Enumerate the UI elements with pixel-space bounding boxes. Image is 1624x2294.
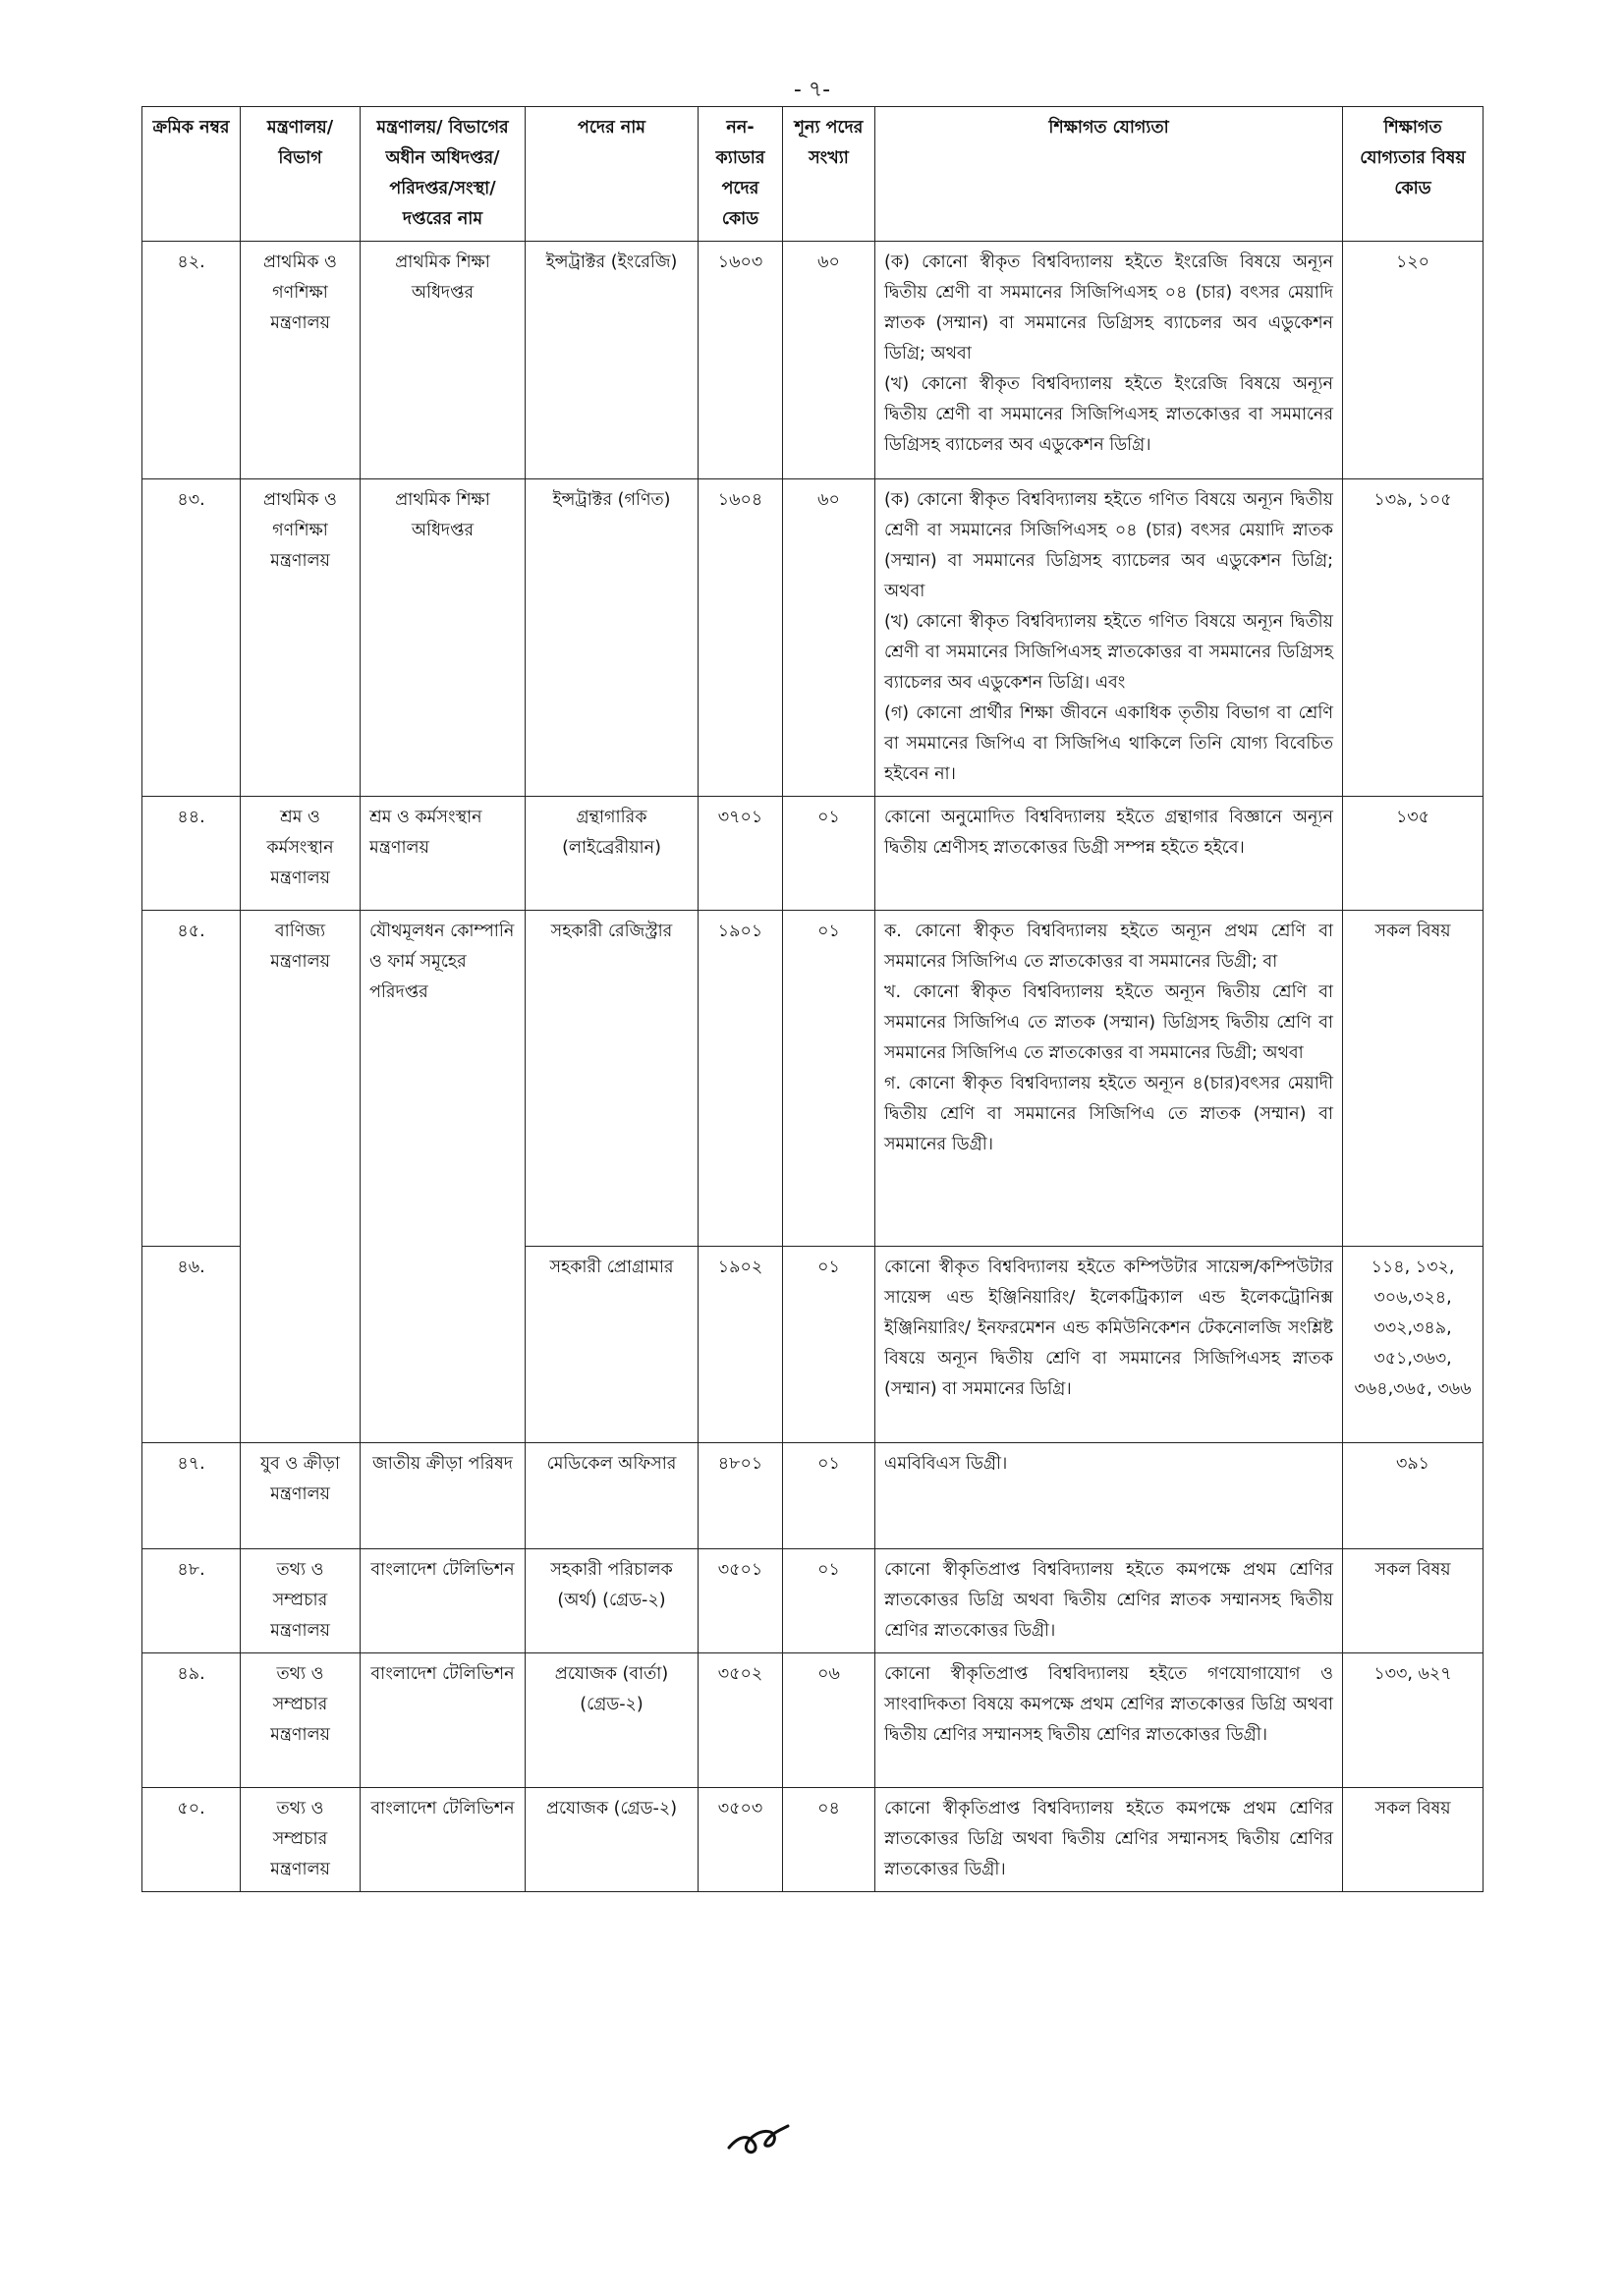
vacancies-cell: ০১ (783, 797, 875, 911)
subject-code-cell: সকল বিষয় (1343, 1788, 1484, 1892)
qualification-cell (875, 479, 1343, 797)
post-cell: মেডিকেল অফিসার (526, 1443, 699, 1549)
post-cell: প্রযোজক (বার্তা) (গ্রেড-২) (526, 1653, 699, 1788)
table-row (142, 479, 1484, 797)
office-cell: শ্রম ও কর্মসংস্থান মন্ত্রণালয় (361, 797, 526, 911)
office-cell: প্রাথমিক শিক্ষা অধিদপ্তর (361, 479, 526, 797)
serial-cell: ৪৫. (142, 911, 241, 1247)
qualification-item: (খ) কোনো স্বীকৃত বিশ্ববিদ্যালয় হইতে গণিত বিষয়ে অন্যূন দ্বিতীয় শ্রেণী বা সমমানের সিজিপিএসহ স্নাতকোত্তর বা সমমানের ডিগ্রিসহ ব্যাচেলর অব এডুকেশন ডিগ্রি। এবং (884, 612, 1333, 693)
qualification-item: (গ) কোনো প্রার্থীর শিক্ষা জীবনে একাধিক তৃতীয় বিভাগ বা শ্রেণি বা সমমানের জিপিএ বা সিজিপিএ থাকিলে তিনি যোগ্য বিবেচিত হইবেন না। (884, 703, 1333, 784)
qualification-item: কোনো স্বীকৃতিপ্রাপ্ত বিশ্ববিদ্যালয় হইতে কমপক্ষে প্রথম শ্রেণির স্নাতকোত্তর ডিগ্রি অথবা দ্বিতীয় শ্রেণির সম্মানসহ দ্বিতীয় শ্রেণির স্নাতকোত্তর ডিগ্রী। (884, 1799, 1333, 1879)
qualification-item: ক. কোনো স্বীকৃত বিশ্ববিদ্যালয় হইতে অন্যূন প্রথম শ্রেণি বা সমমানের সিজিপিএ তে স্নাতকোত্তর বা সমমানের ডিগ্রী; বা (884, 922, 1333, 972)
qualification-item: কোনো স্বীকৃতিপ্রাপ্ত বিশ্ববিদ্যালয় হইতে কমপক্ষে প্রথম শ্রেণির স্নাতকোত্তর ডিগ্রি অথবা দ্বিতীয় শ্রেণির স্নাতক সম্মানসহ দ্বিতীয় শ্রেণির স্নাতকোত্তর ডিগ্রী। (884, 1560, 1333, 1641)
office-cell: বাংলাদেশ টেলিভিশন (361, 1549, 526, 1653)
office-cell: যৌথমূলধন কোম্পানি ও ফার্ম সমূহের পরিদপ্তর (361, 911, 526, 1443)
qualification-cell (875, 242, 1343, 479)
header-smudge (860, 14, 978, 20)
qualification-cell (875, 797, 1343, 911)
header-qualification: শিক্ষাগত যোগ্যতা (875, 107, 1343, 242)
subject-code-cell: ১৩৯, ১০৫ (1343, 479, 1484, 797)
serial-cell: ৪৭. (142, 1443, 241, 1549)
vacancies-cell: ০১ (783, 1247, 875, 1443)
table-row (142, 1443, 1484, 1549)
qualification-cell (875, 1443, 1343, 1549)
page-number: - ৭- (793, 78, 831, 102)
office-cell: বাংলাদেশ টেলিভিশন (361, 1653, 526, 1788)
serial-cell: ৪৬. (142, 1247, 241, 1443)
qualification-cell (875, 1653, 1343, 1788)
subject-code-cell: ১১৪, ১৩২, ৩০৬,৩২৪, ৩৩২,৩৪৯, ৩৫১,৩৬৩, ৩৬৪,৩৬৫, ৩৬৬ (1343, 1247, 1484, 1443)
post-code-cell: ৩৫০৩ (699, 1788, 783, 1892)
qualification-item: (ক) কোনো স্বীকৃত বিশ্ববিদ্যালয় হইতে ইংরেজি বিষয়ে অন্যূন দ্বিতীয় শ্রেণী বা সমমানের সিজিপিএসহ ০৪ (চার) বৎসর মেয়াদি স্নাতক (সম্মান) বা সমমানের ডিগ্রিসহ ব্যাচেলর অব এডুকেশন ডিগ্রি; অথবা (884, 252, 1333, 364)
vacancy-table (141, 106, 1484, 1892)
ministry-cell: শ্রম ও কর্মসংস্থান মন্ত্রণালয় (241, 797, 361, 911)
post-cell: সহকারী রেজিস্ট্রার (526, 911, 699, 1247)
ministry-cell: প্রাথমিক ও গণশিক্ষা মন্ত্রণালয় (241, 242, 361, 479)
ministry-cell: তথ্য ও সম্প্রচার মন্ত্রণালয় (241, 1788, 361, 1892)
header-vacancies: শূন্য পদের সংখ্যা (783, 107, 875, 242)
qualification-cell (875, 911, 1343, 1247)
table-row (142, 1788, 1484, 1892)
serial-cell: ৫০. (142, 1788, 241, 1892)
subject-code-cell: ১২০ (1343, 242, 1484, 479)
ministry-cell: তথ্য ও সম্প্রচার মন্ত্রণালয় (241, 1653, 361, 1788)
table-body (142, 242, 1484, 1892)
header-office: মন্ত্রণালয়/ বিভাগের অধীন অধিদপ্তর/ পরিদপ্তর/সংস্থা/ দপ্তরের নাম (361, 107, 526, 242)
vacancies-cell: ০৪ (783, 1788, 875, 1892)
qualification-item: (খ) কোনো স্বীকৃত বিশ্ববিদ্যালয় হইতে ইংরেজি বিষয়ে অন্যূন দ্বিতীয় শ্রেণী বা সমমানের সিজিপিএসহ স্নাতকোত্তর বা সমমানের ডিগ্রিসহ ব্যাচেলর অব এডুকেশন ডিগ্রি। (884, 374, 1333, 455)
vacancies-cell: ০১ (783, 1549, 875, 1653)
subject-code-cell: ১৩৫ (1343, 797, 1484, 911)
office-cell: প্রাথমিক শিক্ষা অধিদপ্তর (361, 242, 526, 479)
header-ministry: মন্ত্রণালয়/ বিভাগ (241, 107, 361, 242)
vacancies-cell: ০৬ (783, 1653, 875, 1788)
vacancies-cell: ০১ (783, 1443, 875, 1549)
qualification-item: এমবিবিএস ডিগ্রী। (884, 1454, 1008, 1474)
header-subject-code: শিক্ষাগত যোগ্যতার বিষয় কোড (1343, 107, 1484, 242)
post-cell: ইন্সট্রাক্টর (ইংরেজি) (526, 242, 699, 479)
post-cell: গ্রন্থাগারিক (লাইব্রেরীয়ান) (526, 797, 699, 911)
qualification-item: (ক) কোনো স্বীকৃত বিশ্ববিদ্যালয় হইতে গণিত বিষয়ে অন্যূন দ্বিতীয় শ্রেণী বা সমমানের সিজিপিএসহ ০৪ (চার) বৎসর মেয়াদি স্নাতক (সম্মান) বা সমমানের ডিগ্রিসহ ব্যাচেলর অব এডুকেশন ডিগ্রি; অথবা (884, 490, 1333, 601)
vacancies-cell: ৬০ (783, 479, 875, 797)
header-serial: ক্রমিক নম্বর (142, 107, 241, 242)
qualification-item: কোনো স্বীকৃত বিশ্ববিদ্যালয় হইতে কম্পিউটার সায়েন্স/কম্পিউটার সায়েন্স এন্ড ইঞ্জিনিয়ারিং/ ইলেকট্রিক্যাল এন্ড ইলেকট্রোনিক্স ইঞ্জিনিয়ারিং/ ইনফরমেশন এন্ড কমিউনিকেশন টেকনোলজি সংশ্লিষ্ট বিষয়ে অন্যূন দ্বিতীয় শ্রেণি বা সমমানের সিজিপিএসহ স্নাতক (সম্মান) বা সমমানের ডিগ্রি। (884, 1258, 1333, 1399)
subject-code-cell: সকল বিষয় (1343, 1549, 1484, 1653)
post-code-cell: ৪৮০১ (699, 1443, 783, 1549)
post-code-cell: ১৯০১ (699, 911, 783, 1247)
header-post-code: নন- ক্যাডার পদের কোড (699, 107, 783, 242)
office-cell: জাতীয় ক্রীড়া পরিষদ (361, 1443, 526, 1549)
post-code-cell: ৩৫০২ (699, 1653, 783, 1788)
ministry-cell: বাণিজ্য মন্ত্রণালয় (241, 911, 361, 1443)
vacancies-cell: ০১ (783, 911, 875, 1247)
subject-code-cell: ৩৯১ (1343, 1443, 1484, 1549)
post-cell: ইন্সট্রাক্টর (গণিত) (526, 479, 699, 797)
table-row (142, 1653, 1484, 1788)
table-row (142, 1549, 1484, 1653)
table-row (142, 911, 1484, 1247)
qualification-cell (875, 1788, 1343, 1892)
subject-code-cell: সকল বিষয় (1343, 911, 1484, 1247)
post-code-cell: ৩৭০১ (699, 797, 783, 911)
signature-initial (725, 2118, 794, 2161)
serial-cell: ৪৯. (142, 1653, 241, 1788)
qualification-item: কোনো স্বীকৃতিপ্রাপ্ত বিশ্ববিদ্যালয় হইতে গণযোগাযোগ ও সাংবাদিকতা বিষয়ে কমপক্ষে প্রথম শ্রেণির স্নাতকোত্তর ডিগ্রি অথবা দ্বিতীয় শ্রেণির সম্মানসহ দ্বিতীয় শ্রেণির স্নাতকোত্তর ডিগ্রী। (884, 1664, 1333, 1745)
post-code-cell: ১৬০৩ (699, 242, 783, 479)
ministry-cell: প্রাথমিক ও গণশিক্ষা মন্ত্রণালয় (241, 479, 361, 797)
table-row (142, 242, 1484, 479)
serial-cell: ৪৮. (142, 1549, 241, 1653)
table-header (142, 107, 1484, 242)
table-row (142, 797, 1484, 911)
ministry-cell: তথ্য ও সম্প্রচার মন্ত্রণালয় (241, 1549, 361, 1653)
post-cell: সহকারী প্রোগ্রামার (526, 1247, 699, 1443)
serial-cell: ৪৩. (142, 479, 241, 797)
post-cell: সহকারী পরিচালক (অর্থ) (গ্রেড-২) (526, 1549, 699, 1653)
office-cell: বাংলাদেশ টেলিভিশন (361, 1788, 526, 1892)
post-cell: প্রযোজক (গ্রেড-২) (526, 1788, 699, 1892)
serial-cell: ৪৪. (142, 797, 241, 911)
qualification-item: কোনো অনুমোদিত বিশ্ববিদ্যালয় হইতে গ্রন্থাগার বিজ্ঞানে অন্যূন দ্বিতীয় শ্রেণীসহ স্নাতকোত্তর ডিগ্রী সম্পন্ন হইতে হইবে। (884, 808, 1333, 858)
ministry-cell: যুব ও ক্রীড়া মন্ত্রণালয় (241, 1443, 361, 1549)
vacancies-cell: ৬০ (783, 242, 875, 479)
subject-code-cell: ১৩৩, ৬২৭ (1343, 1653, 1484, 1788)
qualification-item: খ. কোনো স্বীকৃত বিশ্ববিদ্যালয় হইতে অন্যূন দ্বিতীয় শ্রেণি বা সমমানের সিজিপিএ তে স্নাতক (সম্মান) ডিগ্রিসহ দ্বিতীয় শ্রেণি বা সমমানের সিজিপিএ তে স্নাতকোত্তর বা সমমানের ডিগ্রী; অথবা (884, 982, 1333, 1063)
qualification-cell (875, 1549, 1343, 1653)
qualification-item: গ. কোনো স্বীকৃত বিশ্ববিদ্যালয় হইতে অন্যূন ৪(চার)বৎসর মেয়াদী দ্বিতীয় শ্রেণি বা সমমানের সিজিপিএ তে স্নাতক (সম্মান) বা সমমানের ডিগ্রী। (884, 1074, 1333, 1154)
serial-cell: ৪২. (142, 242, 241, 479)
post-code-cell: ১৬০৪ (699, 479, 783, 797)
post-code-cell: ১৯০২ (699, 1247, 783, 1443)
header-post: পদের নাম (526, 107, 699, 242)
post-code-cell: ৩৫০১ (699, 1549, 783, 1653)
qualification-cell (875, 1247, 1343, 1443)
